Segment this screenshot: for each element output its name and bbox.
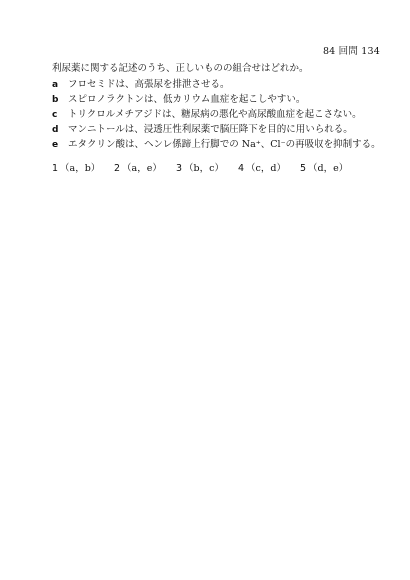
answer-choices <box>52 160 362 174</box>
statement-text: マンニトールは、浸透圧性利尿薬で脳圧降下を目的に用いられる。 <box>68 124 353 135</box>
question-id: 84 回問 134 <box>322 46 380 57</box>
choice-text: （c，d） <box>246 163 286 174</box>
statement-letter: a <box>52 80 59 90</box>
choice-number: 2 <box>114 163 121 174</box>
choice-text: （a，b） <box>60 163 101 174</box>
statement-text: トリクロルメチアジドは、糖尿病の悪化や高尿酸血症を起こさない。 <box>68 109 362 120</box>
statement-letter: c <box>52 110 58 120</box>
choice-number: 1 <box>52 163 59 174</box>
statement-letter: b <box>52 95 59 105</box>
choice-number: 4 <box>238 163 245 174</box>
statement-list <box>52 76 381 151</box>
statement-text: エタクリン酸は、ヘンレ係蹄上行脚での Na⁺、Cl⁻の再吸収を抑制する。 <box>68 139 381 150</box>
statement-d <box>52 121 381 136</box>
choice-text: （d，e） <box>308 163 349 174</box>
statement-a <box>52 76 381 91</box>
question-stem: 利尿薬に関する記述のうち、正しいものの組合せはどれか。 <box>52 63 309 74</box>
answer-choice-1[interactable] <box>52 160 114 174</box>
choice-number: 5 <box>300 163 307 174</box>
choice-text: （b，c） <box>184 163 224 174</box>
statement-text: スピロノラクトンは、低カリウム血症を起こしやすい。 <box>68 94 306 105</box>
statement-letter: d <box>52 125 59 135</box>
statement-letter: e <box>52 140 59 150</box>
choice-number: 3 <box>176 163 183 174</box>
statement-b <box>52 91 381 106</box>
statement-c <box>52 106 381 121</box>
answer-choice-5[interactable] <box>300 160 362 174</box>
answer-choice-2[interactable] <box>114 160 176 174</box>
answer-choice-3[interactable] <box>176 160 238 174</box>
statement-text: フロセミドは、高張尿を排泄させる。 <box>68 79 230 90</box>
statement-e <box>52 136 381 151</box>
answer-choice-4[interactable] <box>238 160 300 174</box>
choice-text: （a，e） <box>122 163 162 174</box>
